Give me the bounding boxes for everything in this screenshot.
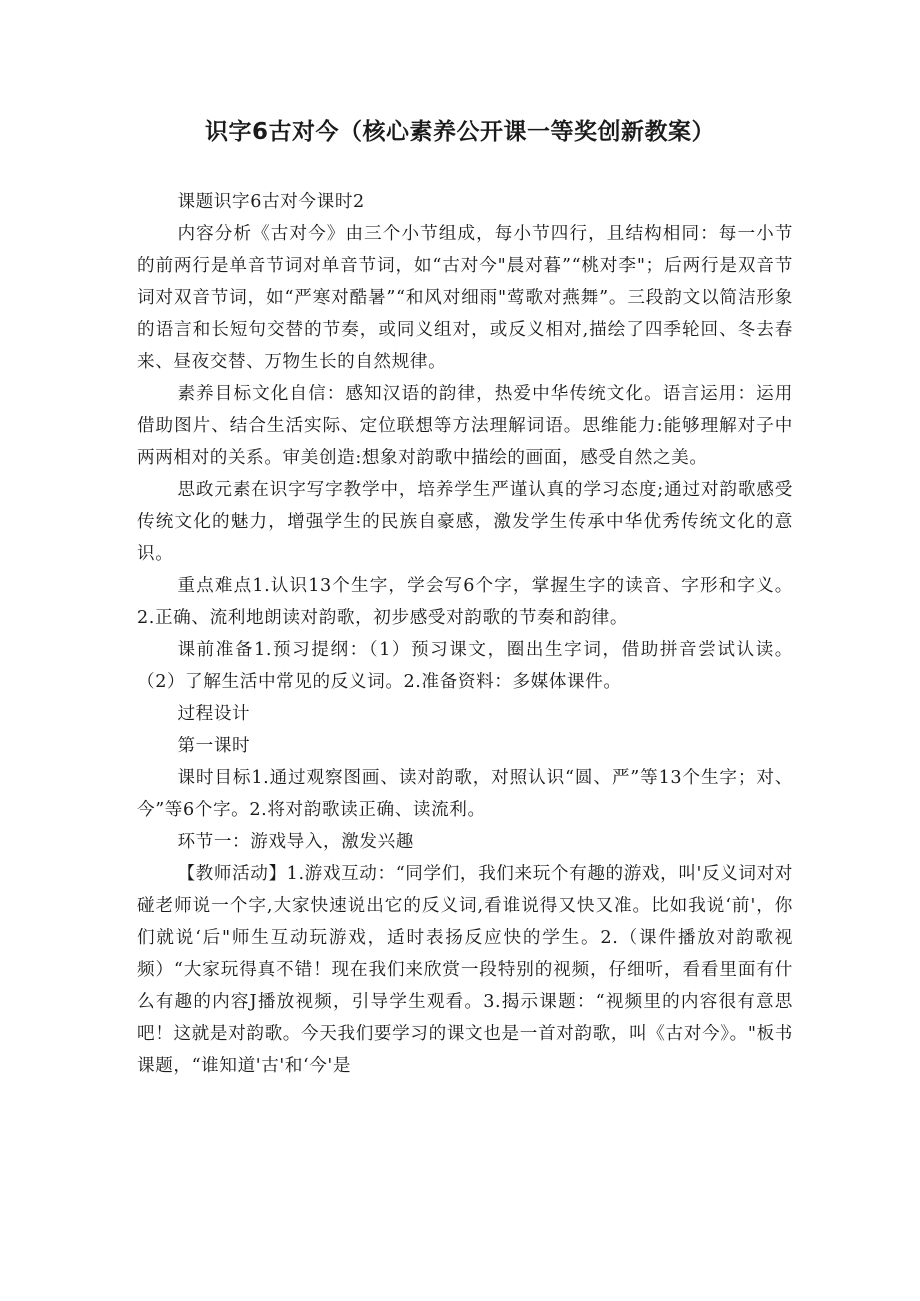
paragraph-lesson-topic: 课题识字6古对今课时2: [177, 192, 365, 212]
paragraph-process-design: 过程设计: [177, 704, 251, 724]
paragraph-section-one: 环节一：游戏导入，激发兴趣: [177, 832, 414, 852]
paragraph-literacy-goals: 素养目标文化自信：感知汉语的韵律，热爱中华传统文化。语言运用：运用借助图片、结合生活实际、定位联想等方法理解词语。思维能力:能够理解对子中两两相对的关系。审美创造:想象对韵歌中描绘的画面，感受自然之美。: [137, 384, 793, 468]
document-title: 识字6古对今（核心素养公开课一等奖创新教案）: [204, 119, 715, 145]
document-body: [137, 186, 793, 1082]
paragraph-content-analysis: 内容分析《古对今》由三个小节组成，每小节四行，且结构相同：每一小节的前两行是单音节词对单音节词，如“古对今"晨对暮”“桃对李"；后两行是双音节词对双音节词，如“严寒对酷暑”“和风对细雨"莺歌对燕舞”。三段韵文以简洁形象的语言和长短句交替的节奏，或同义组对，或反义相对,描绘了四季轮回、冬去春来、昼夜交替、万物生长的自然规律。: [137, 224, 793, 372]
paragraph-first-lesson: 第一课时: [177, 736, 251, 756]
paragraph-ideological-elements: 思政元素在识字写字教学中，培养学生严谨认真的学习态度;通过对韵歌感受传统文化的魅力，增强学生的民族自豪感，激发学生传承中华优秀传统文化的意识。: [137, 480, 793, 564]
paragraph-preparation: 课前准备1.预习提纲：（1）预习课文，圈出生字词，借助拼音尝试认读。（2）了解生活中常见的反义词。2.准备资料：多媒体课件。: [137, 640, 793, 692]
paragraph-lesson-objectives: 课时目标1.通过观察图画、读对韵歌，对照认识“圆、严”等13个生字；对、今”等6个字。2.将对韵歌读正确、读流利。: [137, 768, 793, 820]
paragraph-key-difficulties: 重点难点1.认识13个生字，学会写6个字，掌握生字的读音、字形和字义。2.正确、流利地朗读对韵歌，初步感受对韵歌的节奏和韵律。: [137, 576, 793, 628]
paragraph-teacher-activity: 【教师活动】1.游戏互动：“同学们，我们来玩个有趣的游戏，叫'反义词对对碰老师说一个字,大家快速说出它的反义词,看谁说得又快又准。比如我说‘前'，你们就说‘后"师生互动玩游戏，适时表扬反应快的学生。2.（课件播放对韵歌视频）“大家玩得真不错！现在我们来欣赏一段特别的视频，仔细听，看看里面有什么有趣的内容J播放视频，引导学生观看。3.揭示课题：“视频里的内容很有意思吧！这就是对韵歌。今天我们要学习的课文也是一首对韵歌，叫《古对今》。"板书课题，“谁知道'古'和‘今'是: [137, 864, 793, 1076]
